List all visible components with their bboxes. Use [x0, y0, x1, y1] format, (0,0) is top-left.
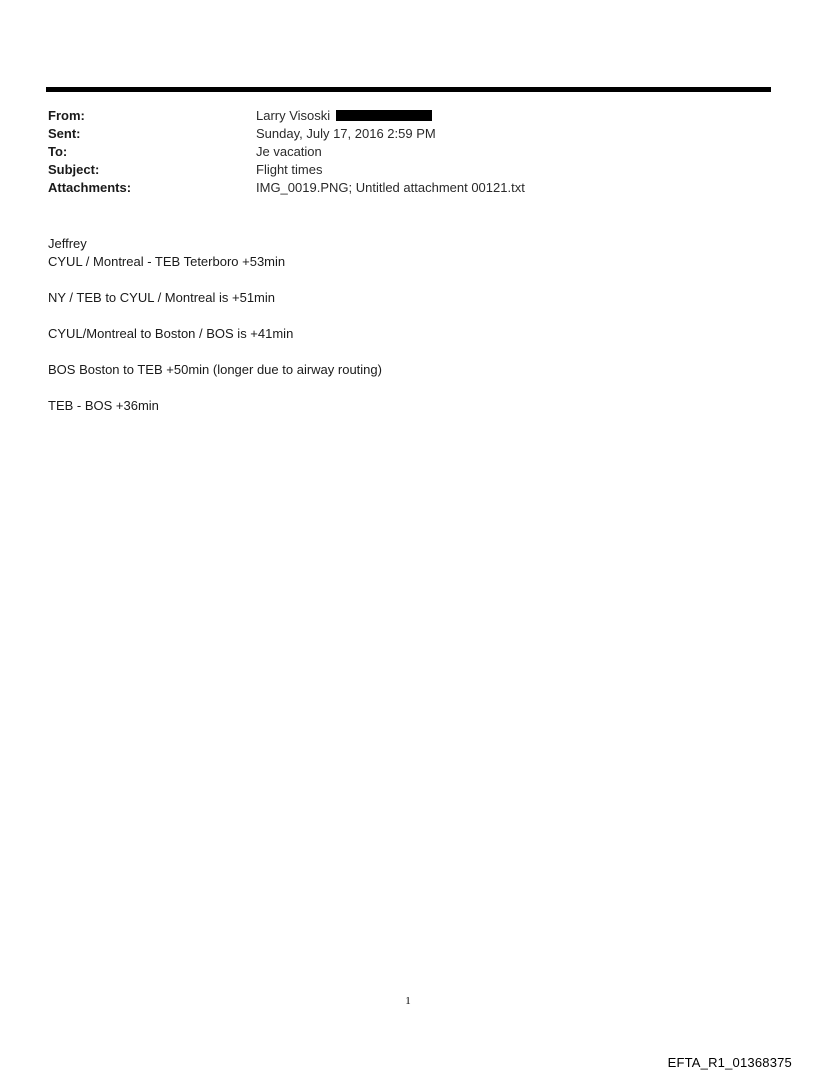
redaction-block: [336, 110, 432, 121]
body-line: NY / TEB to CYUL / Montreal is +51min: [48, 290, 275, 305]
attachments-value: IMG_0019.PNG; Untitled attachment 00121.txt: [256, 180, 525, 195]
from-value: [256, 107, 432, 125]
attachments-label: Attachments:: [48, 180, 132, 195]
body-line: CYUL/Montreal to Boston / BOS is +41min: [48, 326, 294, 341]
header-row-attachments: [48, 179, 748, 197]
from-label: From:: [48, 108, 85, 123]
header-row-to: [48, 143, 748, 161]
subject-value: Flight times: [256, 162, 323, 177]
body-line: [48, 271, 382, 289]
subject-label: Subject:: [48, 162, 100, 177]
body-line: TEB - BOS +36min: [48, 398, 159, 413]
header-row-subject: [48, 161, 748, 179]
body-line: [48, 343, 382, 361]
to-value: Je vacation: [256, 144, 322, 159]
body-line: CYUL / Montreal - TEB Teterboro +53min: [48, 254, 286, 269]
header-row-from: [48, 107, 748, 125]
email-header: [48, 107, 748, 197]
page-number: 1: [405, 995, 411, 1007]
header-row-sent: [48, 125, 748, 143]
bates-number: EFTA_R1_01368375: [667, 1055, 792, 1070]
to-label: To:: [48, 144, 68, 159]
body-line: [48, 307, 382, 325]
email-body: [48, 235, 382, 415]
header-divider: [46, 87, 771, 92]
body-line: Jeffrey: [48, 236, 87, 251]
sender-name: Larry Visoski: [256, 108, 331, 123]
body-line: BOS Boston to TEB +50min (longer due to airway routing): [48, 362, 382, 377]
body-line: [48, 379, 382, 397]
sent-label: Sent:: [48, 126, 81, 141]
sent-value: Sunday, July 17, 2016 2:59 PM: [256, 126, 436, 141]
